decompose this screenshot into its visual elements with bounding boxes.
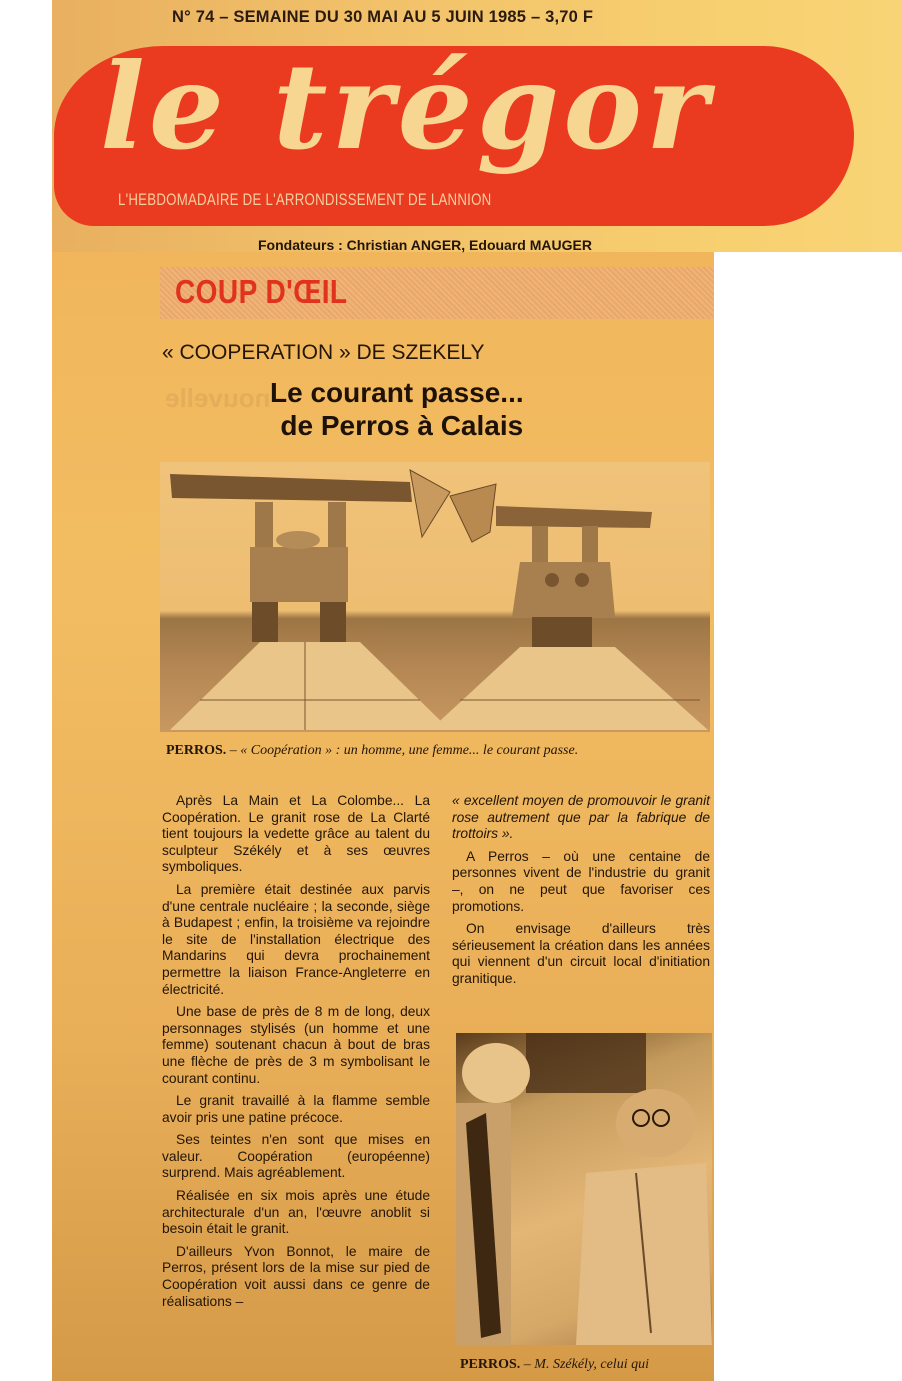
article-column-right: [452, 793, 710, 994]
photo-caption-portrait: [460, 1357, 649, 1373]
sculpture-photo: [160, 462, 710, 732]
article-kicker: « COOPERATION » DE SZEKELY: [162, 341, 485, 364]
portrait-photo: [456, 1033, 712, 1345]
paragraph: On envisage d'ailleurs très sérieusement la création dans les années qui viennent d'un circuit local d'initiation granitique.: [452, 921, 710, 986]
rubric-label: COUP D'ŒIL: [175, 273, 348, 310]
article-column-left: [162, 793, 430, 1316]
paragraph: Une base de près de 8 m de long, deux personnages stylisés (un homme et une femme) soutenant chacun à bout de bras une flèche de près de 3 m symbolisant le courant continu.: [162, 1004, 430, 1086]
masthead-title: le trégor: [100, 37, 713, 176]
paragraph: D'ailleurs Yvon Bonnot, le maire de Perros, présent lors de la mise sur pied de Coopération voit aussi dans ce genre de réalisations –: [162, 1243, 430, 1309]
paragraph: Ses teintes n'en sont que mises en valeur. Coopération (européenne) surprend. Mais agréablement.: [162, 1132, 430, 1181]
paragraph: La première était destinée aux parvis d'une centrale nucléaire ; la seconde, siège à Budapest ; enfin, la troisième va rejoindre le site de l'installation électrique des Mandarins qui devra prochainement permettre la liaison France-Angleterre en électricité.: [162, 881, 430, 997]
article-headline: [270, 376, 524, 442]
caption-text: « Coopération » : un homme, une femme... le courant passe.: [240, 743, 579, 758]
paragraph: Le granit travaillé à la flamme semble avoir pris une patine précoce.: [162, 1093, 430, 1125]
caption-place: PERROS.: [166, 743, 227, 758]
issue-line: N° 74 – SEMAINE DU 30 MAI AU 5 JUIN 1985 – 3,70 F: [172, 8, 594, 26]
masthead-subtitle: L'HEBDOMADAIRE DE L'ARRONDISSEMENT DE LANNION: [118, 190, 492, 209]
portrait-illustration: [456, 1033, 712, 1345]
headline-line-1: Le courant passe...: [270, 377, 524, 408]
photo-caption-sculpture: [166, 743, 578, 759]
caption-dash: –: [226, 743, 241, 758]
headline-line-2: de Perros à Calais: [280, 410, 524, 441]
caption-place: PERROS.: [460, 1357, 521, 1372]
paragraph: Après La Main et La Colombe... La Coopération. Le granit rose de La Clarté tient toujours la vedette grâce au talent du sculpteur Székély et à ses œuvres symboliques.: [162, 793, 430, 875]
caption-dash: –: [520, 1357, 535, 1372]
caption-text: M. Székély, celui qui: [534, 1357, 649, 1372]
quote-paragraph: « excellent moyen de promouvoir le granit rose autrement que par la fabrique de trottoirs ».: [452, 793, 710, 842]
bleed-through-text: nouvelle: [165, 383, 271, 413]
founders-line: Fondateurs : Christian ANGER, Edouard MAUGER: [258, 237, 592, 253]
paragraph: A Perros – où une centaine de personnes vivent de l'industrie du granit –, on ne peut que favoriser ces promotions.: [452, 848, 710, 914]
paragraph: Réalisée en six mois après une étude architecturale d'un an, l'œuvre anoblit si besoin était le granit.: [162, 1188, 430, 1237]
sculpture-illustration: [160, 462, 710, 732]
